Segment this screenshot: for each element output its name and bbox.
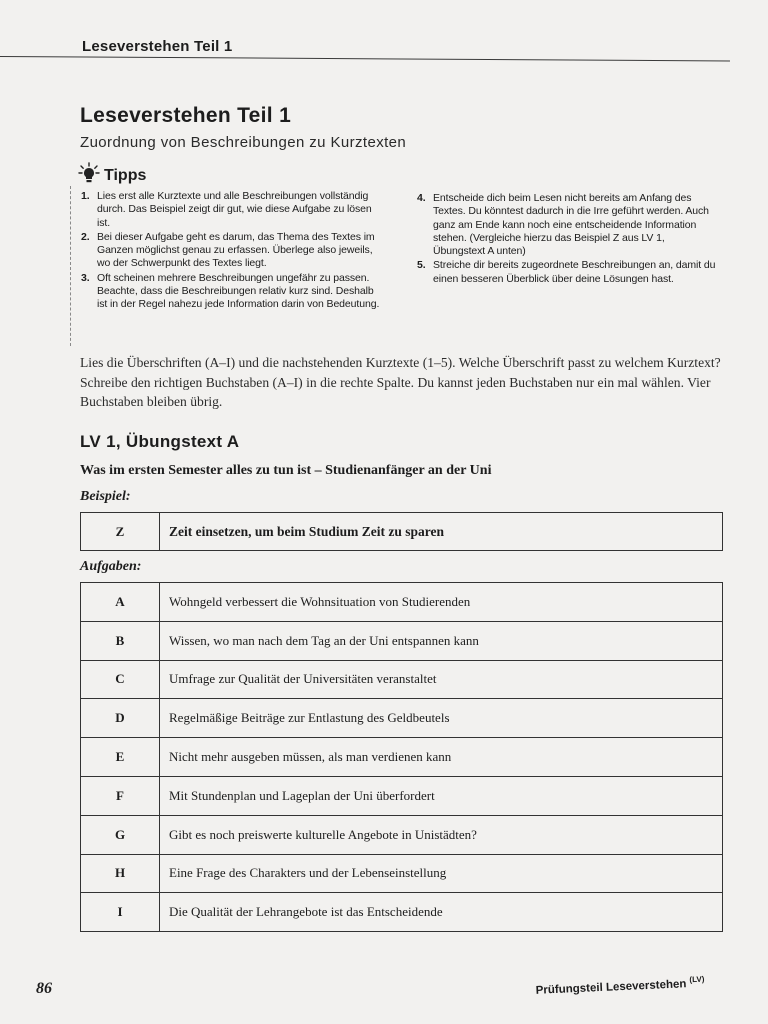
task-letter: I <box>81 893 160 932</box>
example-letter: Z <box>81 513 160 551</box>
table-row <box>81 776 723 815</box>
task-text: Wohngeld verbessert die Wohnsituation von Studierenden <box>160 583 723 622</box>
task-text: Mit Stundenplan und Lageplan der Uni überfordert <box>160 776 723 815</box>
section-title: Leseverstehen Teil 1 <box>80 104 292 127</box>
example-text: Zeit einsetzen, um beim Studium Zeit zu sparen <box>160 513 723 551</box>
table-row <box>81 621 723 660</box>
task-text: Umfrage zur Qualität der Universitäten veranstaltet <box>160 660 723 699</box>
table-row <box>81 815 723 854</box>
exercise-heading: LV 1, Übungstext A <box>80 432 240 451</box>
table-row <box>81 583 723 622</box>
tips-list-right <box>417 192 717 287</box>
text-title: Was im ersten Semester alles zu tun ist – Studienanfänger an der Uni <box>80 463 492 478</box>
tip-text: Bei dieser Aufgabe geht es darum, das Thema des Textes im Ganzen möglichst genau zu erfassen. Überlege also jeweils, wo der Schwerpunkt des Textes liegt. <box>97 230 375 270</box>
table-row <box>81 738 723 777</box>
tip-item <box>81 231 381 271</box>
tip-text: Streiche dir bereits zugeordnete Beschreibungen an, damit du einen besseren Überblick über deine Lösungen hast. <box>433 259 716 285</box>
tip-number: 4. <box>417 192 426 204</box>
example-row <box>81 513 723 551</box>
tip-item <box>81 190 381 230</box>
example-table <box>80 512 723 551</box>
section-subtitle: Zuordnung von Beschreibungen zu Kurztexten <box>80 134 407 151</box>
tasks-table <box>80 582 723 932</box>
tip-item <box>417 259 717 286</box>
tip-number: 2. <box>81 230 90 243</box>
tips-heading-label: Tipps <box>104 166 147 184</box>
tasks-label: Aufgaben: <box>80 559 142 574</box>
footer-title <box>535 975 704 997</box>
task-text: Gibt es noch preiswerte kulturelle Angebote in Unistädten? <box>160 815 723 854</box>
task-text: Regelmäßige Beiträge zur Entlastung des Geldbeutels <box>160 699 723 738</box>
tips-list-left <box>81 190 381 313</box>
tip-number: 3. <box>81 271 90 284</box>
task-letter: B <box>81 621 160 660</box>
table-row <box>81 854 723 893</box>
task-letter: D <box>81 699 160 738</box>
task-letter: F <box>81 776 160 815</box>
task-text: Eine Frage des Charakters und der Lebenseinstellung <box>160 854 723 893</box>
tip-item <box>417 192 717 258</box>
tips-box <box>70 186 721 346</box>
tip-number: 5. <box>417 259 426 272</box>
lightbulb-icon <box>78 162 100 189</box>
footer-title-text: Prüfungsteil Leseverstehen <box>535 978 687 997</box>
page-number: 86 <box>36 980 52 997</box>
table-row <box>81 660 723 699</box>
task-letter: C <box>81 660 160 699</box>
example-label: Beispiel: <box>80 489 131 504</box>
task-letter: A <box>81 583 160 622</box>
task-text: Wissen, wo man nach dem Tag an der Uni entspannen kann <box>160 621 723 660</box>
table-row <box>81 699 723 738</box>
tip-number: 1. <box>81 190 90 202</box>
task-text: Nicht mehr ausgeben müssen, als man verdienen kann <box>160 738 723 777</box>
tips-heading <box>78 162 146 189</box>
table-row <box>81 893 723 932</box>
footer-title-sup: (LV) <box>689 974 705 985</box>
tip-text: Oft scheinen mehrere Beschreibungen ungefähr zu passen. Beachte, dass die Beschreibungen relativ kurz sind. Deshalb ist in der Regel nahezu jede Information darin von Bedeutung. <box>97 271 380 311</box>
task-letter: E <box>81 738 160 777</box>
running-head: Leseverstehen Teil 1 <box>82 38 233 55</box>
header-rule <box>0 56 730 61</box>
tip-text: Lies erst alle Kurztexte und alle Beschreibungen vollständig durch. Das Beispiel zeigt dir gut, wie diese Aufgabe zu lösen ist. <box>97 190 372 229</box>
task-letter: H <box>81 854 160 893</box>
task-letter: G <box>81 815 160 854</box>
instruction-text: Lies die Überschriften (A–I) und die nachstehenden Kurztexte (1–5). Welche Überschrift passt zu welchem Kurztext? Schreibe den richtigen Buchstaben (A–I) in die rechte Spalte. Du kannst jeden Buchstaben nur ein mal wählen. Vier Buchstaben bleiben übrig. <box>80 355 721 409</box>
task-text: Die Qualität der Lehrangebote ist das Entscheidende <box>160 893 723 932</box>
tip-text: Entscheide dich beim Lesen nicht bereits am Anfang des Textes. Du könntest dadurch in die Irre geführt werden. Auch ganz am Ende kann noch eine entscheidende Information stehen. (Vergleiche hierzu das Beispiel Z aus LV 1, Übungstext A unten) <box>433 192 709 258</box>
tip-item <box>81 272 381 312</box>
